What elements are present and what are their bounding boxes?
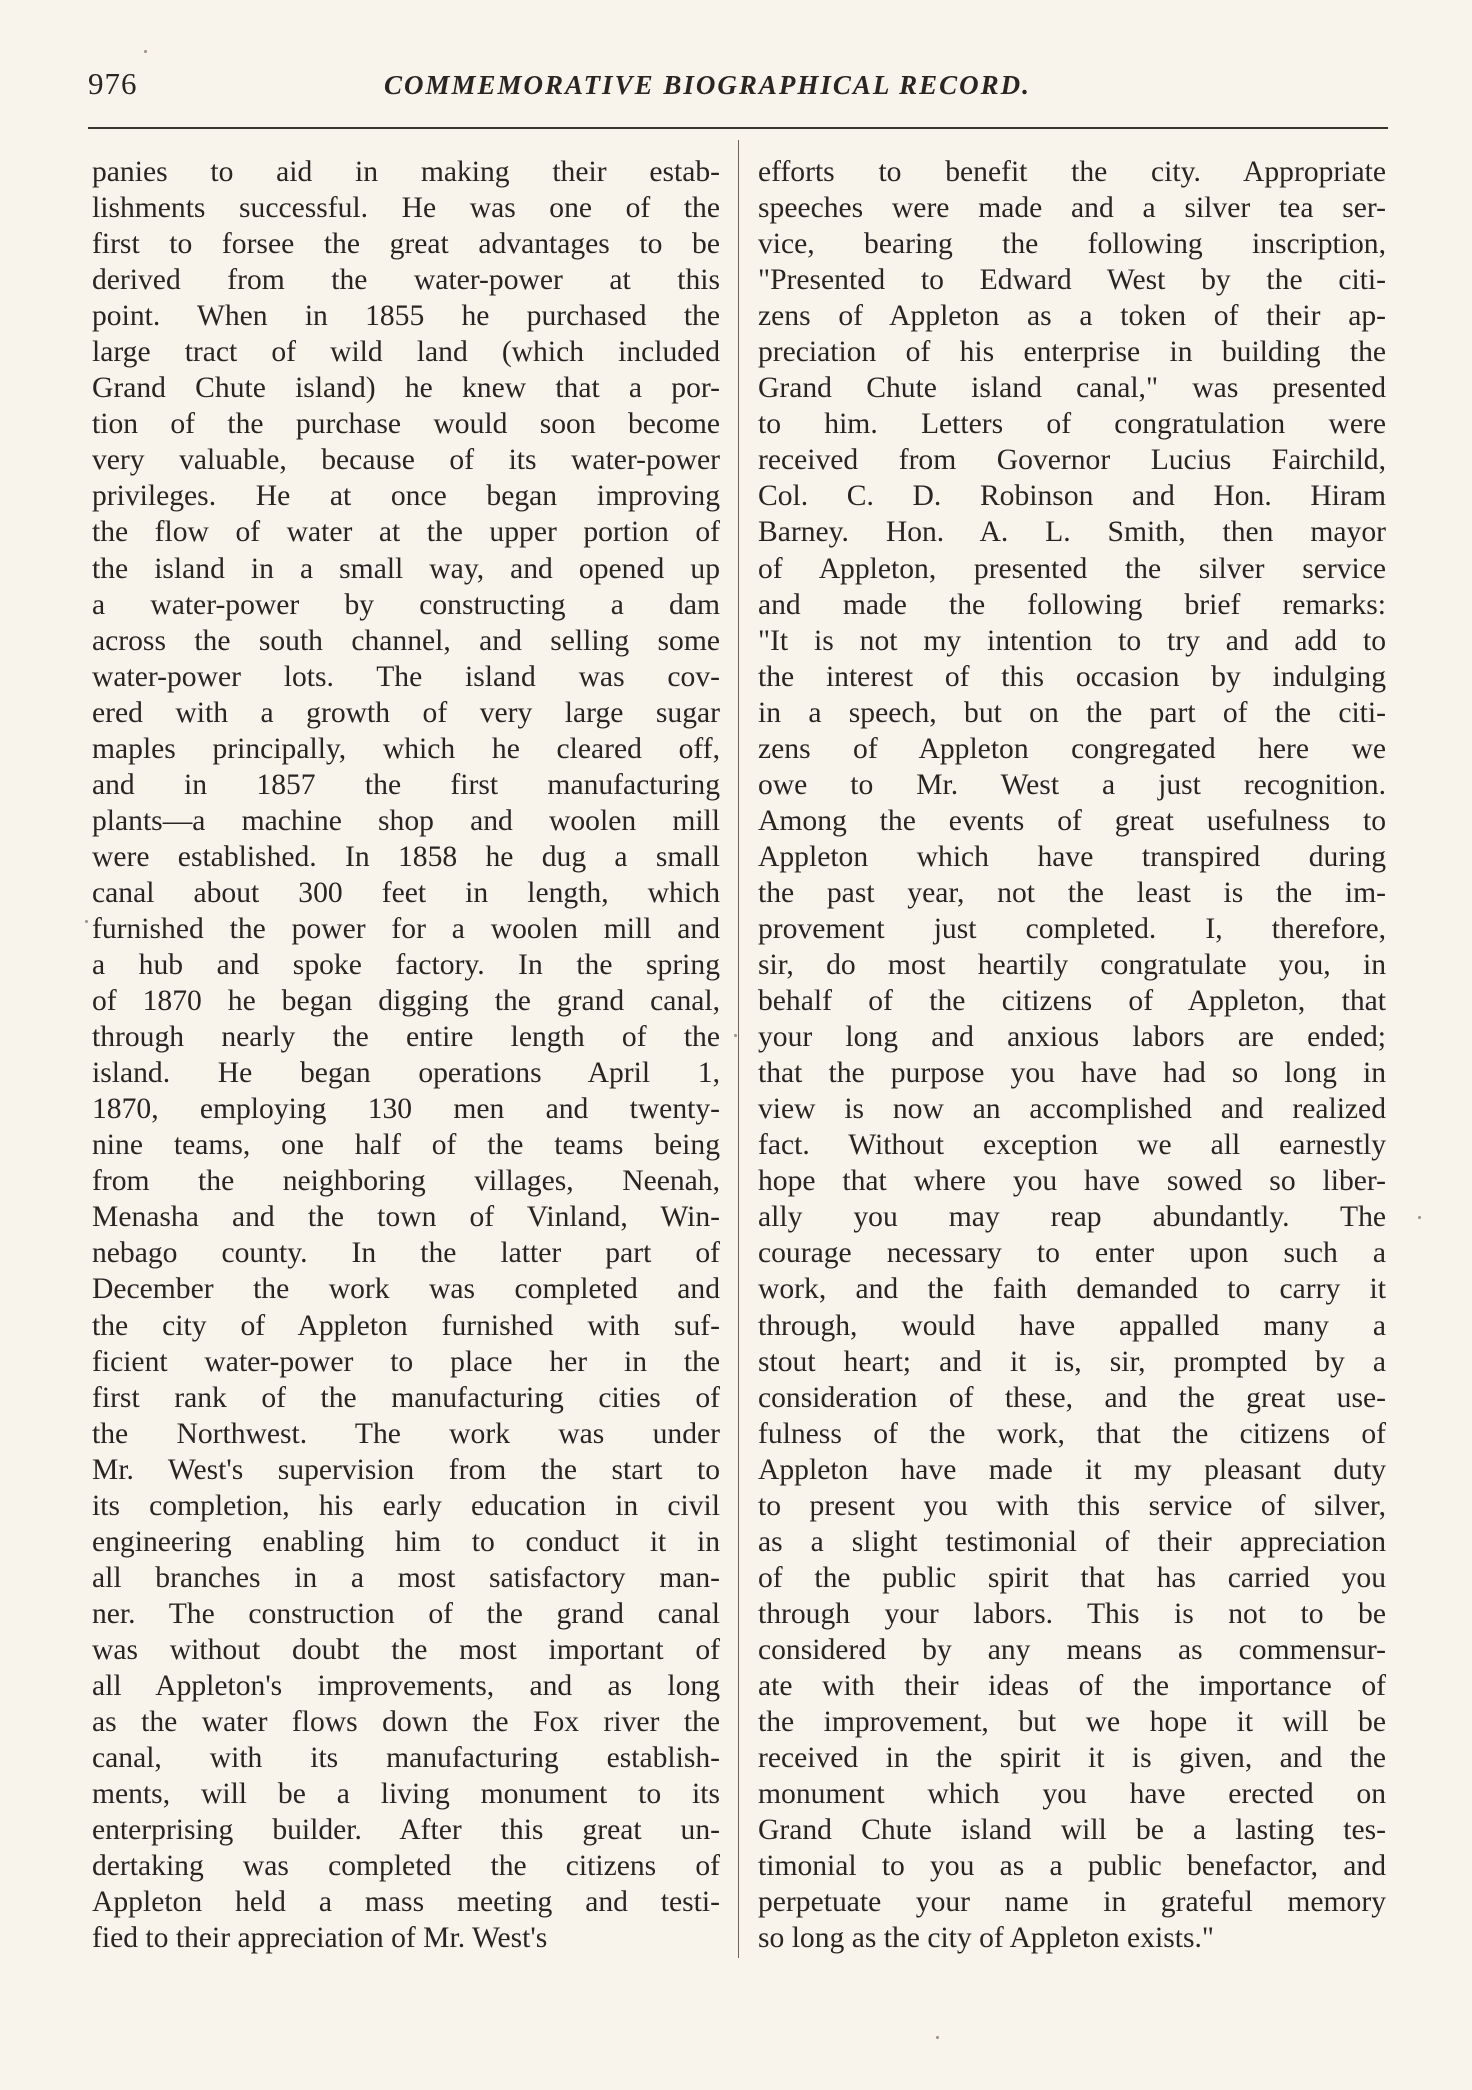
text-line: as the water flows down the Fox river the xyxy=(92,1706,720,1739)
text-line: Grand Chute island) he knew that a por- xyxy=(92,372,720,405)
text-line: water-power lots. The island was cov- xyxy=(92,660,720,693)
text-line: as a slight testimonial of their appreciation xyxy=(758,1525,1386,1558)
text-line: a hub and spoke factory. In the spring xyxy=(92,949,720,982)
text-line: derived from the water-power at this xyxy=(92,264,720,297)
text-line: ments, will be a living monument to its xyxy=(92,1778,720,1811)
text-line: a water-power by constructing a dam xyxy=(92,588,720,621)
text-line: first rank of the manufacturing cities of xyxy=(92,1381,720,1414)
text-line: "Presented to Edward West by the citi- xyxy=(758,264,1386,297)
text-line: so long as the city of Appleton exists." xyxy=(758,1922,1214,1955)
text-line: from the neighboring villages, Neenah, xyxy=(92,1165,720,1198)
text-line: its completion, his early education in civil xyxy=(92,1489,720,1522)
text-line: first to forsee the great advantages to be xyxy=(92,228,720,261)
text-line: that the purpose you have had so long in xyxy=(758,1057,1386,1090)
text-line: tion of the purchase would soon become xyxy=(92,408,720,441)
text-line: very valuable, because of its water-power xyxy=(92,444,720,477)
column-divider xyxy=(738,140,739,1958)
text-line: Appleton held a mass meeting and testi- xyxy=(92,1886,720,1919)
text-line: in a speech, but on the part of the citi- xyxy=(758,696,1386,729)
text-line: were established. In 1858 he dug a small xyxy=(92,840,720,873)
text-line: preciation of his enterprise in building the xyxy=(758,336,1386,369)
paper-speck xyxy=(85,920,88,923)
text-line: of Appleton, presented the silver service xyxy=(758,552,1386,585)
text-line: all branches in a most satisfactory man- xyxy=(92,1561,720,1594)
text-line: behalf of the citizens of Appleton, that xyxy=(758,985,1386,1018)
text-line: timonial to you as a public benefactor, and xyxy=(758,1850,1386,1883)
text-line: and made the following brief remarks: xyxy=(758,588,1386,621)
text-line: canal, with its manufacturing establish- xyxy=(92,1742,720,1775)
text-line: of 1870 he began digging the grand canal, xyxy=(92,985,720,1018)
text-line: monument which you have erected on xyxy=(758,1778,1386,1811)
text-line: maples principally, which he cleared off, xyxy=(92,732,720,765)
text-line: to present you with this service of silver, xyxy=(758,1489,1386,1522)
text-line: your long and anxious labors are ended; xyxy=(758,1021,1386,1054)
header-rule xyxy=(88,127,1388,129)
text-line: the Northwest. The work was under xyxy=(92,1417,720,1450)
text-line: furnished the power for a woolen mill and xyxy=(92,912,720,945)
text-line: Appleton which have transpired during xyxy=(758,840,1386,873)
text-line: of the public spirit that has carried you xyxy=(758,1561,1386,1594)
text-line: Barney. Hon. A. L. Smith, then mayor xyxy=(758,516,1386,549)
text-line: December the work was completed and xyxy=(92,1273,720,1306)
text-line: "It is not my intention to try and add to xyxy=(758,624,1386,657)
text-line: work, and the faith demanded to carry it xyxy=(758,1273,1386,1306)
text-line: ner. The construction of the grand canal xyxy=(92,1597,720,1630)
text-line: the past year, not the least is the im- xyxy=(758,876,1386,909)
text-line: speeches were made and a silver tea ser- xyxy=(758,192,1386,225)
text-line: panies to aid in making their estab- xyxy=(92,156,720,188)
text-line: consideration of these, and the great use- xyxy=(758,1381,1386,1414)
text-line: nine teams, one half of the teams being xyxy=(92,1129,720,1162)
text-line: Appleton have made it my pleasant duty xyxy=(758,1453,1386,1486)
text-line: received in the spirit it is given, and the xyxy=(758,1742,1386,1775)
text-line: 1870, employing 130 men and twenty- xyxy=(92,1093,720,1126)
text-line: provement just completed. I, therefore, xyxy=(758,912,1386,945)
text-line: ally you may reap abundantly. The xyxy=(758,1201,1386,1234)
text-line: island. He began operations April 1, xyxy=(92,1057,720,1090)
text-line: Mr. West's supervision from the start to xyxy=(92,1453,720,1486)
text-line: plants—a machine shop and woolen mill xyxy=(92,804,720,837)
text-line: zens of Appleton as a token of their ap- xyxy=(758,300,1386,333)
text-line: fied to their appreciation of Mr. West's xyxy=(92,1922,548,1955)
text-line: Menasha and the town of Vinland, Win- xyxy=(92,1201,720,1234)
text-line: the flow of water at the upper portion of xyxy=(92,516,720,549)
text-line: fact. Without exception we all earnestly xyxy=(758,1129,1386,1162)
page-number: 976 xyxy=(88,66,138,101)
text-line: considered by any means as commensur- xyxy=(758,1633,1386,1666)
paper-speck xyxy=(734,1034,737,1037)
running-title: COMMEMORATIVE BIOGRAPHICAL RECORD. xyxy=(384,70,1031,100)
text-line: and in 1857 the first manufacturing xyxy=(92,768,720,801)
text-line: received from Governor Lucius Fairchild, xyxy=(758,444,1386,477)
text-line: all Appleton's improvements, and as long xyxy=(92,1669,720,1702)
text-line: across the south channel, and selling some xyxy=(92,624,720,657)
text-line: courage necessary to enter upon such a xyxy=(758,1237,1386,1270)
page-header xyxy=(88,66,1388,106)
text-line: fulness of the work, that the citizens of xyxy=(758,1417,1386,1450)
text-line: through your labors. This is not to be xyxy=(758,1597,1386,1630)
text-line: ficient water-power to place her in the xyxy=(92,1345,720,1378)
text-line: stout heart; and it is, sir, prompted by a xyxy=(758,1345,1386,1378)
text-line: through nearly the entire length of the xyxy=(92,1021,720,1054)
paper-speck xyxy=(1418,1216,1421,1219)
text-line: view is now an accomplished and realized xyxy=(758,1093,1386,1126)
text-line: privileges. He at once began improving xyxy=(92,480,720,513)
text-line: vice, bearing the following inscription, xyxy=(758,228,1386,261)
text-line: to him. Letters of congratulation were xyxy=(758,408,1386,441)
text-line: the interest of this occasion by indulging xyxy=(758,660,1386,693)
text-line: Grand Chute island will be a lasting tes- xyxy=(758,1814,1386,1847)
text-line: through, would have appalled many a xyxy=(758,1309,1386,1342)
left-column xyxy=(92,154,720,1956)
text-line: ered with a growth of very large sugar xyxy=(92,696,720,729)
text-line: owe to Mr. West a just recognition. xyxy=(758,768,1386,801)
text-line: sir, do most heartily congratulate you, in xyxy=(758,949,1386,982)
text-line: zens of Appleton congregated here we xyxy=(758,732,1386,765)
text-line: lishments successful. He was one of the xyxy=(92,192,720,225)
text-line: enterprising builder. After this great un- xyxy=(92,1814,720,1847)
right-column xyxy=(758,154,1386,1956)
text-line: large tract of wild land (which included xyxy=(92,336,720,369)
text-line: perpetuate your name in grateful memory xyxy=(758,1886,1386,1919)
paper-speck xyxy=(144,50,147,53)
text-line: Col. C. D. Robinson and Hon. Hiram xyxy=(758,480,1386,513)
text-line: engineering enabling him to conduct it in xyxy=(92,1525,720,1558)
text-line: nebago county. In the latter part of xyxy=(92,1237,720,1270)
text-line: was without doubt the most important of xyxy=(92,1633,720,1666)
text-line: point. When in 1855 he purchased the xyxy=(92,300,720,333)
text-line: hope that where you have sowed so liber- xyxy=(758,1165,1386,1198)
text-line: dertaking was completed the citizens of xyxy=(92,1850,720,1883)
paper-speck xyxy=(936,2036,939,2039)
text-line: the city of Appleton furnished with suf- xyxy=(92,1309,720,1342)
text-line: Grand Chute island canal," was presented xyxy=(758,372,1386,405)
text-line: canal about 300 feet in length, which xyxy=(92,876,720,909)
text-line: ate with their ideas of the importance of xyxy=(758,1669,1386,1702)
text-line: efforts to benefit the city. Appropriate xyxy=(758,156,1386,188)
text-line: Among the events of great usefulness to xyxy=(758,804,1386,837)
text-line: the improvement, but we hope it will be xyxy=(758,1706,1386,1739)
text-line: the island in a small way, and opened up xyxy=(92,552,720,585)
